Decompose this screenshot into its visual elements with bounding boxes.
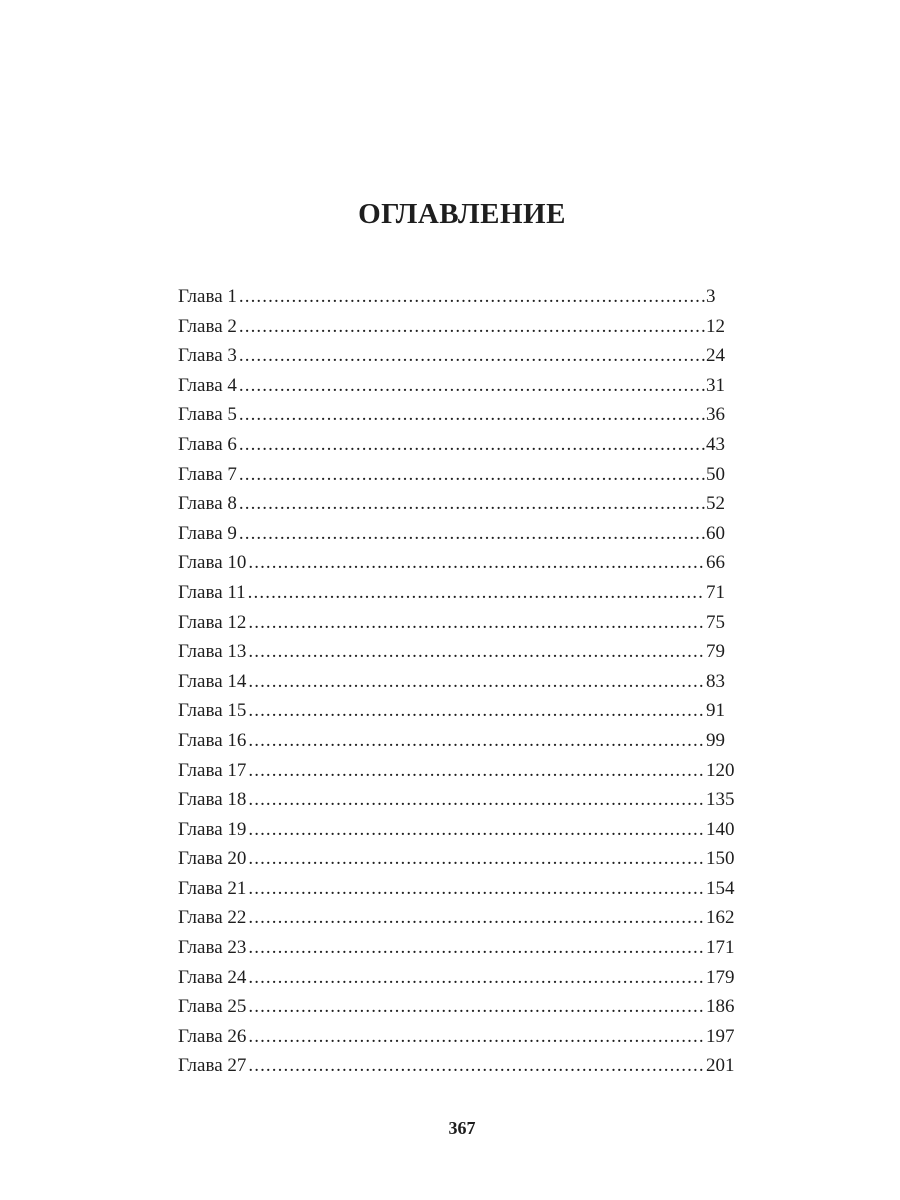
toc-entry-page: 43 (706, 433, 725, 455)
toc-entry-page: 31 (706, 374, 725, 396)
toc-entry-label: Глава 10 (178, 552, 247, 574)
toc-dot-leader (239, 282, 705, 312)
toc-dot-leader (248, 815, 705, 845)
toc-dot-leader (248, 637, 705, 667)
toc-entry-label: Глава 1 (178, 286, 237, 307)
toc-entry-page: 36 (706, 404, 725, 426)
toc-entry-page: 24 (706, 345, 725, 367)
toc-entry (178, 696, 748, 726)
toc-dot-leader (239, 430, 705, 460)
toc-entry-label: Глава 21 (178, 877, 247, 899)
toc-entry (178, 933, 748, 963)
toc-entry-label: Глава 13 (178, 641, 247, 663)
toc-entry-label: Глава 8 (178, 493, 237, 515)
toc-dot-leader (248, 903, 705, 933)
toc-entry-label: Глава 15 (178, 700, 247, 722)
toc-dot-leader (248, 756, 705, 786)
toc-entry (178, 785, 748, 815)
toc-entry-page: 52 (706, 493, 725, 515)
toc-entry (178, 548, 748, 578)
toc-entry (178, 371, 748, 401)
toc-entry (178, 963, 748, 993)
toc-entry (178, 815, 748, 845)
toc-entry-label: Глава 27 (178, 1055, 247, 1077)
toc-entry-label: Глава 9 (178, 522, 237, 544)
toc-entry (178, 312, 748, 342)
toc-entry-page: 179 (706, 966, 735, 988)
toc-entry-page: 50 (706, 463, 725, 485)
toc-entry-label: Глава 18 (178, 789, 247, 811)
toc-entry-page: 154 (706, 877, 735, 899)
toc-dot-leader (248, 1051, 705, 1081)
toc-entry-page: 201 (706, 1055, 735, 1077)
toc-entry (178, 844, 748, 874)
toc-entry (178, 903, 748, 933)
toc-entry (178, 756, 748, 786)
toc-entry (178, 341, 748, 371)
toc-dot-leader (239, 519, 705, 549)
toc-entry-label: Глава 5 (178, 404, 237, 426)
toc-entry-page: 171 (706, 937, 735, 959)
toc-dot-leader (248, 992, 705, 1022)
toc-dot-leader (248, 874, 705, 904)
toc-dot-leader (248, 726, 705, 756)
page-number: 367 (448, 1118, 476, 1138)
toc-entry (178, 430, 748, 460)
toc-dot-leader (239, 460, 705, 490)
toc-dot-leader (248, 933, 705, 963)
toc-entry-label: Глава 16 (178, 729, 247, 751)
toc-entry-page: 12 (706, 315, 725, 337)
toc-dot-leader (239, 400, 705, 430)
toc-dot-leader (239, 341, 705, 371)
toc-entry-page: 135 (706, 789, 735, 811)
toc-entry-page: 150 (706, 848, 735, 870)
toc-entry-label: Глава 14 (178, 670, 247, 692)
toc-dot-leader (239, 489, 705, 519)
toc-entry (178, 992, 748, 1022)
toc-dot-leader (248, 785, 705, 815)
toc-entry-page: 71 (706, 581, 725, 603)
toc-entry-page: 186 (706, 996, 735, 1018)
toc-dot-leader (248, 696, 705, 726)
toc-entry-page: 83 (706, 670, 725, 692)
toc-entry-label: Глава 3 (178, 345, 237, 367)
toc-entry-page: 120 (706, 759, 735, 781)
toc-entry (178, 1022, 748, 1052)
toc-entry-page: 3 (706, 286, 716, 307)
toc-entry-label: Глава 24 (178, 966, 247, 988)
toc-entry-label: Глава 11 (178, 581, 246, 603)
toc-entry-label: Глава 22 (178, 907, 247, 929)
toc-entry-label: Глава 23 (178, 937, 247, 959)
toc-entry-label: Глава 26 (178, 1025, 247, 1047)
toc-dot-leader (248, 667, 705, 697)
toc-entry (178, 578, 748, 608)
toc-entry-page: 91 (706, 700, 725, 722)
toc-entry (178, 282, 748, 312)
toc-dot-leader (248, 1022, 705, 1052)
page-title: ОГЛАВЛЕНИЕ (358, 198, 566, 230)
toc-entry-page: 99 (706, 729, 725, 751)
toc-entry-label: Глава 6 (178, 433, 237, 455)
toc-entry (178, 1051, 748, 1081)
toc-dot-leader (239, 371, 705, 401)
toc-entry (178, 519, 748, 549)
toc-entry-label: Глава 17 (178, 759, 247, 781)
toc-entry (178, 726, 748, 756)
toc-entry-label: Глава 12 (178, 611, 247, 633)
toc-dot-leader (248, 844, 705, 874)
toc-entry-page: 140 (706, 818, 735, 840)
toc-entry-label: Глава 20 (178, 848, 247, 870)
toc-entry (178, 667, 748, 697)
toc-entry-label: Глава 7 (178, 463, 237, 485)
toc-dot-leader (248, 963, 705, 993)
toc-entry-page: 66 (706, 552, 725, 574)
toc-entry (178, 608, 748, 638)
table-of-contents (178, 282, 748, 1081)
toc-entry-label: Глава 4 (178, 374, 237, 396)
toc-dot-leader (239, 312, 705, 342)
toc-entry-page: 75 (706, 611, 725, 633)
toc-dot-leader (248, 548, 705, 578)
toc-entry-page: 162 (706, 907, 735, 929)
toc-entry-label: Глава 2 (178, 315, 237, 337)
toc-entry-label: Глава 19 (178, 818, 247, 840)
toc-entry-label: Глава 25 (178, 996, 247, 1018)
toc-dot-leader (248, 608, 705, 638)
toc-dot-leader (248, 578, 705, 608)
toc-entry (178, 489, 748, 519)
toc-entry-page: 79 (706, 641, 725, 663)
toc-entry-page: 60 (706, 522, 725, 544)
toc-entry (178, 874, 748, 904)
toc-entry (178, 460, 748, 490)
toc-entry (178, 400, 748, 430)
toc-entry (178, 637, 748, 667)
toc-entry-page: 197 (706, 1025, 735, 1047)
